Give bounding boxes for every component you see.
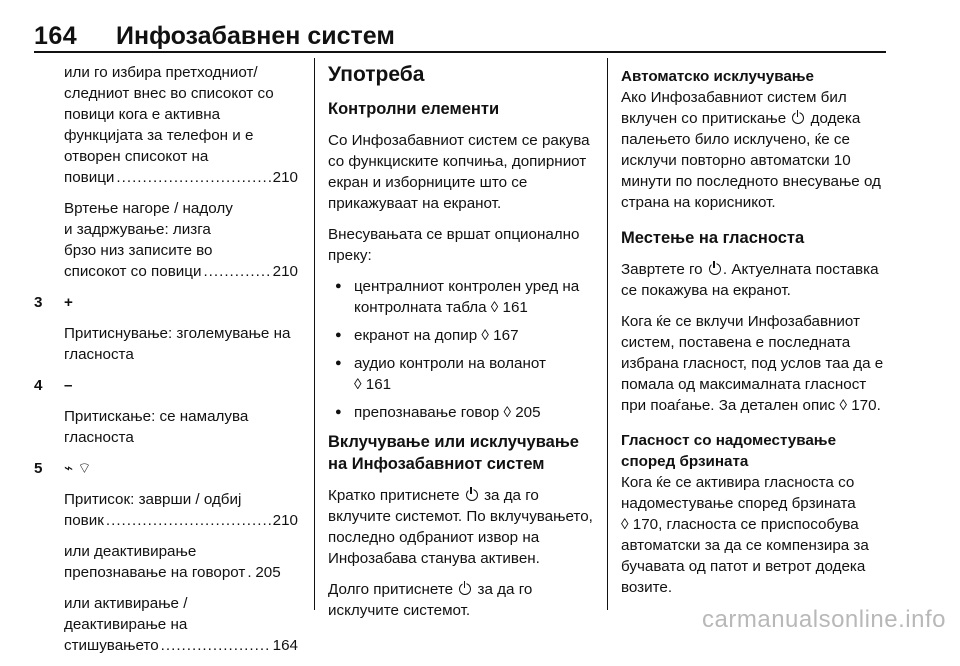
subsection-heading: Местење на гласноста (621, 229, 805, 247)
text-line: и задржување: лизга (64, 221, 211, 238)
page-ref[interactable]: 210 (272, 263, 298, 280)
leader-label: повици (64, 169, 115, 186)
text-span: за да го вклучите системот. По вклучувањето, последно одбраниот извор на Инфозабава станува активен. (328, 487, 593, 567)
text-line: деактивирање на (64, 616, 188, 633)
scroll-paragraph (64, 198, 298, 282)
page-ref[interactable]: 167 (493, 327, 519, 344)
leader-label: стишувањето (64, 637, 159, 654)
list-item (328, 276, 594, 318)
text-line: или деактивирање (64, 543, 197, 560)
column-divider (314, 58, 315, 610)
body-paragraph (621, 87, 887, 213)
body-paragraph: Со Инфозабавниот систем се ракува со функциските копчиња, допирниот екран и изборниците што се прикажуваат на екранот. (328, 132, 590, 212)
text-span: Кога ќе се вклучи Инфозабавниот систем, поставена е последната избрана гласност, под услов таа да е помала од максималната гласност при поаѓање. За детален опис (621, 313, 884, 414)
page-ref[interactable]: 161 (365, 376, 392, 393)
intro-text: или го избира претходниот/следниот внес во списокот со повици кога е активна функцијата за телефон и е отворен списокот на (64, 64, 274, 165)
item-number: 3 (34, 294, 43, 311)
leader-dots (247, 562, 253, 583)
column-divider (607, 58, 608, 610)
arrow-icon: ◊ (503, 404, 511, 421)
text-line: Вртење нагоре / надолу (64, 200, 233, 217)
page-ref[interactable]: 161 (502, 299, 528, 316)
arrow-icon: ◊ (481, 327, 489, 344)
arrow-icon: ◊ (621, 516, 629, 533)
leader-dots (116, 167, 270, 188)
list-item-number (34, 292, 298, 313)
subsection-heading: Вклучување или исклучување на Инфозабавниот систем (328, 433, 579, 473)
text-span: за да го исклучите системот. (328, 581, 533, 619)
text-span: Долго притиснете (328, 581, 454, 598)
text-line: брзо низ записите во (64, 242, 213, 259)
text-span: . Актуелната поставка се покажува на екранот. (621, 261, 879, 299)
page-ref[interactable]: 210 (272, 169, 298, 186)
text-line: Притисок: заврши / одбиј (64, 491, 242, 508)
toc-leader (64, 562, 298, 583)
list-item (328, 402, 594, 423)
list-item-text: централниот контролен уред на контролната табла (354, 278, 580, 316)
toc-leader (64, 167, 298, 188)
item-description (64, 593, 298, 656)
text-span: Кога ќе се активира гласноста со надоместување според брзината (621, 474, 856, 512)
text-span: додека палењето било исклучено, ќе се исклучи повторно автоматски 10 минути по последното внесување од страна на корисникот. (621, 110, 881, 211)
item-description (64, 489, 298, 531)
body-paragraph (621, 472, 887, 598)
item-description: Притискање: се намалува гласноста (64, 408, 249, 446)
arrow-icon: ◊ (354, 376, 362, 393)
column-middle (328, 62, 594, 631)
item-label: – (64, 377, 73, 394)
text-span: Ако Инфозабавниот систем бил вклучен со притискање (621, 89, 847, 127)
item-label: + (64, 294, 73, 311)
item-number: 4 (34, 377, 43, 394)
leader-dots (161, 635, 271, 656)
list-item-number (34, 458, 298, 479)
list-item (328, 325, 594, 346)
page-ref[interactable]: 205 (515, 404, 541, 421)
body-paragraph (621, 259, 887, 301)
leader-dots (106, 510, 271, 531)
list-item-number (34, 375, 298, 396)
subsection-heading: Гласност со надоместување според брзината (621, 432, 837, 470)
power-icon (459, 583, 471, 595)
page-header (0, 0, 960, 52)
column-left (34, 62, 298, 666)
column-right (621, 62, 887, 608)
body-paragraph (621, 311, 887, 416)
leader-label: препознавање на говорот (64, 564, 246, 581)
toc-leader (64, 635, 298, 656)
page-ref[interactable]: 205 (255, 564, 281, 581)
intro-paragraph (64, 62, 298, 188)
leader-label: списокот со повици (64, 263, 202, 280)
leader-label: повик (64, 512, 104, 529)
toc-leader (64, 261, 298, 282)
body-paragraph (328, 579, 594, 621)
page-ref[interactable]: 164 (272, 637, 298, 654)
item-description (64, 541, 298, 583)
list-item-text: екранот на допир (354, 327, 478, 344)
text-span: Завртете го (621, 261, 703, 278)
page-ref[interactable]: 210 (272, 512, 298, 529)
body-paragraph: Внесувањата се вршат опционално преку: (328, 226, 580, 264)
subsection-heading: Контролни елементи (328, 100, 500, 118)
list-item-text: препознавање говор (354, 404, 500, 421)
power-icon (709, 263, 721, 275)
section-heading: Употреба (328, 63, 425, 86)
text-span: гласноста се приспособува автоматски за да се компензира за бучавата од патот и ветрот додека возите. (621, 516, 869, 596)
list-item-text: аудио контроли на воланот (354, 355, 546, 372)
page-ref[interactable]: 170. (851, 397, 881, 414)
text-line: или активирање / (64, 595, 188, 612)
text-span: Кратко притиснете (328, 487, 460, 504)
leader-dots (203, 261, 270, 282)
subsection-heading: Автоматско исклучување (621, 68, 815, 85)
power-icon (792, 112, 804, 124)
arrow-icon: ◊ (839, 397, 847, 414)
voice-hangup-icon: ⌁ ⌔ (64, 460, 92, 477)
item-description: Притиснување: зголемување на гласноста (64, 325, 291, 363)
watermark: carmanualsonline.info (702, 606, 946, 633)
power-icon (466, 489, 478, 501)
list-item (328, 353, 594, 395)
arrow-icon: ◊ (490, 299, 499, 316)
page-ref[interactable]: 170, (632, 516, 663, 533)
toc-leader (64, 510, 298, 531)
page-title: Инфозабавнен систем (116, 22, 395, 50)
input-methods-list (328, 276, 594, 423)
body-paragraph (328, 485, 594, 569)
item-number: 5 (34, 460, 43, 477)
header-divider (34, 51, 886, 53)
page-number: 164 (34, 22, 78, 50)
